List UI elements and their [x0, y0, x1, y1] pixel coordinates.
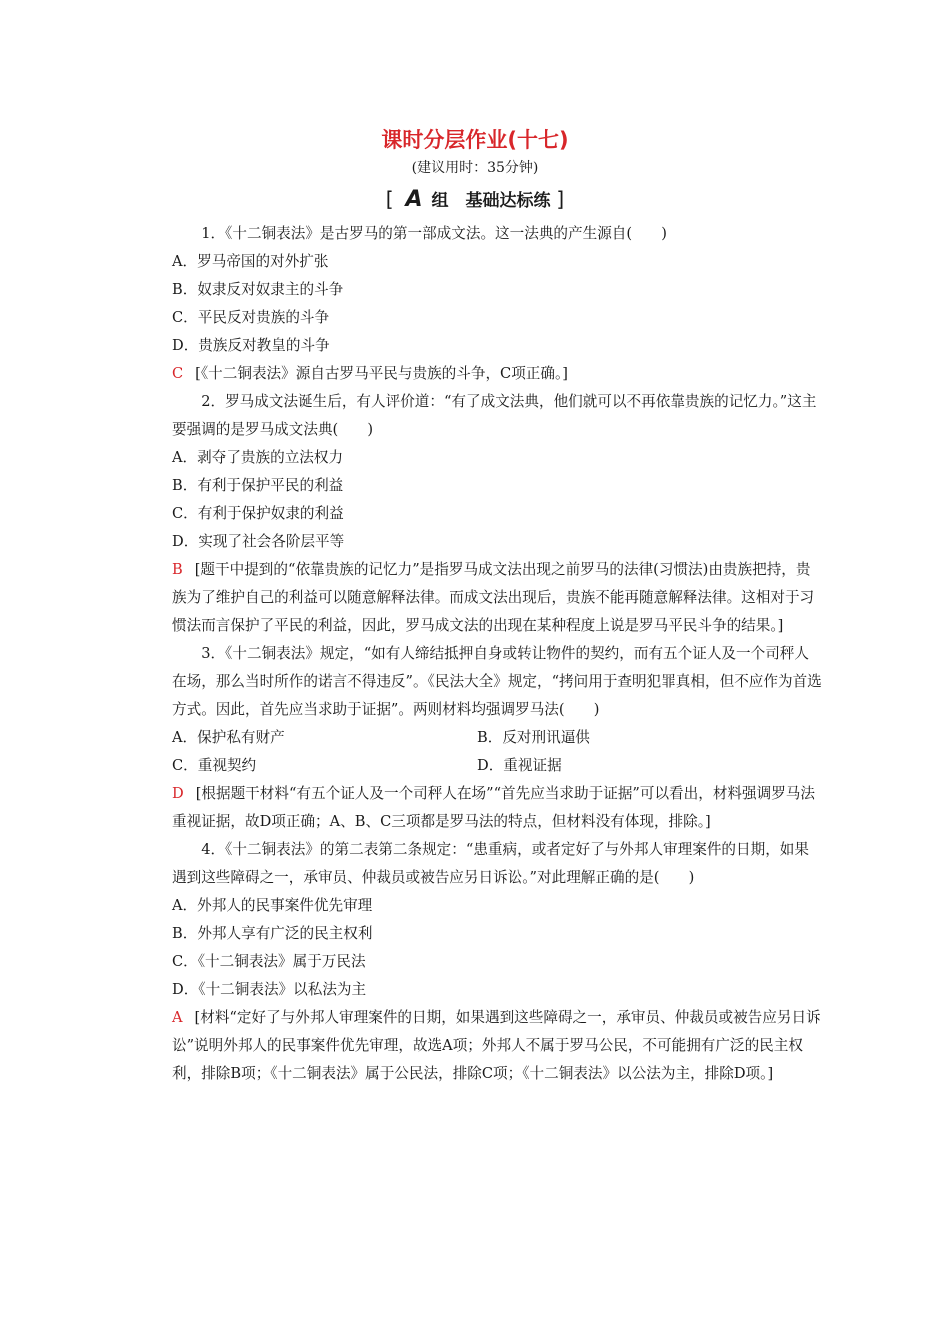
option-b: B．反对刑讯逼供 [477, 729, 590, 746]
answer-explanation [172, 556, 822, 640]
option-b: B．外邦人享有广泛的民主权利 [172, 925, 373, 942]
option-c: C．平民反对贵族的斗争 [172, 309, 330, 326]
explanation-text: [题干中提到的“依靠贵族的记忆力”是指罗马成文法出现之前罗马的法律(习惯法)由贵族把持，贵族为了维护自己的利益可以随意解释法律。而成文法出现后，贵族不能再随意解释法律。这相对于习惯法而言保护了平民的利益，因此，罗马成文法的出现在某种程度上说是罗马平民斗争的结果。] [172, 561, 815, 634]
option-row [172, 752, 822, 780]
option-c: C．重视契约 [172, 757, 257, 774]
question-2 [172, 388, 822, 640]
option-row [172, 724, 822, 752]
option-d: D．实现了社会各阶层平等 [172, 533, 345, 550]
group-bracket-close: ] [556, 187, 565, 211]
explanation-text: [材料“定好了与外邦人审理案件的日期，如果遇到这些障碍之一，承审员、仲裁员或被告应另日诉讼”说明外邦人的民事案件优先审理，故选A项；外邦人不属于罗马公民，不可能拥有广泛的民主权利，排除B项；《十二铜表法》属于公民法，排除C项；《十二铜表法》以公法为主，排除D项。] [172, 1009, 821, 1082]
answer-letter: B [172, 561, 183, 578]
option-b: B．有利于保护平民的利益 [172, 477, 344, 494]
explanation-text: [《十二铜表法》源自古罗马平民与贵族的斗争，C项正确。] [195, 365, 568, 382]
question-1 [172, 220, 822, 388]
option-d: D．贵族反对教皇的斗争 [172, 337, 330, 354]
question-3 [172, 640, 822, 836]
option-a: A．外邦人的民事案件优先审理 [172, 897, 373, 914]
option-b: B．奴隶反对奴隶主的斗争 [172, 281, 344, 298]
option-d: D．《十二铜表法》以私法为主 [172, 981, 367, 998]
group-heading [0, 186, 950, 212]
suggested-time: (建议用时：35分钟) [411, 160, 539, 176]
option-a: A．保护私有财产 [172, 729, 285, 746]
group-label: 组 基础达标练 [431, 191, 551, 211]
answer-explanation [172, 1004, 822, 1088]
page-title: 课时分层作业(十七) [381, 128, 569, 152]
question-stem: 2．罗马成文法诞生后，有人评价道：“有了成文法典，他们就可以不再依靠贵族的记忆力。”这主要强调的是罗马成文法典( ) [172, 393, 817, 438]
group-letter: A [405, 187, 423, 212]
answer-explanation [172, 780, 822, 836]
question-stem: 3．《十二铜表法》规定，“如有人缔结抵押自身或转让物件的契约，而有五个证人及一个司秤人在场，那么当时所作的诺言不得违反”。《民法大全》规定，“拷问用于查明犯罪真相，但不应作为首选方式。因此，首先应当求助于证据”。两则材料均强调罗马法( ) [172, 645, 822, 718]
question-stem: 4．《十二铜表法》的第二表第二条规定：“患重病，或者定好了与外邦人审理案件的日期，如果遇到这些障碍之一，承审员、仲裁员或被告应另日诉讼。”对此理解正确的是( ) [172, 841, 809, 886]
group-bracket-open: [ [385, 187, 394, 211]
option-a: A．罗马帝国的对外扩张 [172, 253, 329, 270]
option-a: A．剥夺了贵族的立法权力 [172, 449, 344, 466]
option-c: C．《十二铜表法》属于万民法 [172, 953, 366, 970]
question-list [172, 220, 822, 1088]
explanation-text: [根据题干材料“有五个证人及一个司秤人在场”“首先应当求助于证据”可以看出，材料强调罗马法重视证据，故D项正确；A、B、C三项都是罗马法的特点，但材料没有体现，排除。] [172, 785, 815, 830]
question-4 [172, 836, 822, 1088]
option-c: C．有利于保护奴隶的利益 [172, 505, 344, 522]
option-d: D．重视证据 [477, 757, 562, 774]
answer-letter: D [172, 785, 184, 802]
answer-explanation [172, 360, 822, 388]
answer-letter: A [172, 1009, 183, 1026]
answer-letter: C [172, 365, 184, 382]
question-stem: 1．《十二铜表法》是古罗马的第一部成文法。这一法典的产生源自( ) [201, 225, 667, 242]
